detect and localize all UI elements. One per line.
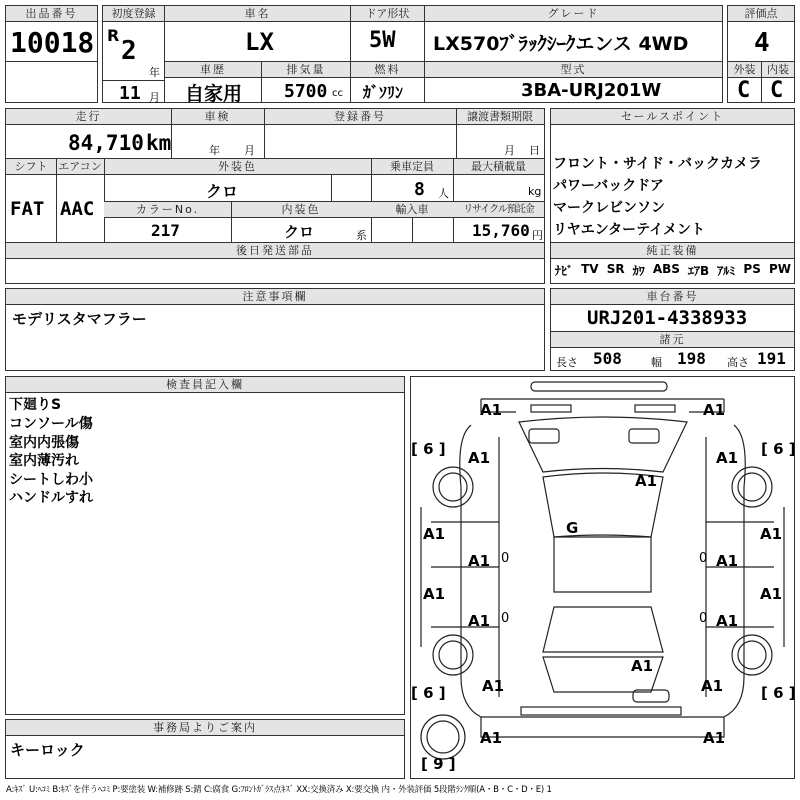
legend-text: A:ｷｽﾞ U:ﾍｺﾐ B:ｷｽﾞを伴うﾍｺﾐ P:要塗装 W:補修跡 S:錆 C:腐食 G:ﾌﾛﾝﾄｶﾞﾗｽ点ｷｽﾞ XX:交換済み X:要交換 内・外装評価 5段階ﾗﾝｸ順(A・B・C・D・E) 1 bbox=[6, 785, 552, 795]
equipment-item: ｴｱB bbox=[688, 264, 710, 278]
sales-point-box bbox=[550, 108, 795, 284]
lot-number-label: 出品番号 bbox=[6, 6, 97, 22]
color-no-label: カラーNo. bbox=[104, 202, 231, 218]
transfer-label: 譲渡書類期限 bbox=[456, 109, 544, 125]
fuel-box bbox=[350, 61, 425, 103]
divider bbox=[231, 202, 232, 242]
inspector-label: 検査員記入欄 bbox=[6, 377, 404, 393]
displacement-value: 5700 bbox=[284, 81, 328, 102]
equipment-item: ｱﾙﾐ bbox=[717, 264, 736, 278]
tire-depth: [ 6 ] bbox=[761, 440, 796, 458]
equipment-list bbox=[555, 262, 791, 279]
tire-depth: [ 6 ] bbox=[761, 684, 796, 702]
equipment-item: SR bbox=[606, 262, 625, 276]
ext-color-value: クロ bbox=[206, 182, 239, 201]
grade-value: LX570ﾌﾞﾗｯｸｼｰｸエンス 4WD bbox=[433, 33, 689, 55]
divider bbox=[456, 109, 457, 158]
lot-number-box bbox=[5, 5, 98, 62]
divider bbox=[103, 80, 164, 81]
chassis-value: URJ201-4338933 bbox=[587, 307, 748, 329]
damage-mark: A1 bbox=[701, 677, 724, 695]
damage-mark: A1 bbox=[468, 552, 491, 570]
vehicle-info-box bbox=[5, 108, 545, 284]
model-type-box bbox=[424, 61, 723, 103]
era-value: R bbox=[107, 26, 120, 45]
model-name-label: 車名 bbox=[165, 6, 350, 22]
width-value: 198 bbox=[677, 349, 706, 368]
transfer-day-unit: 日 bbox=[529, 144, 540, 157]
zero-mark: 0 bbox=[699, 551, 708, 566]
sales-point-item: パワーバックドア bbox=[553, 178, 664, 194]
damage-mark: A1 bbox=[760, 525, 783, 543]
month-unit: 月 bbox=[149, 91, 160, 104]
ext-score-label: 外装 bbox=[728, 62, 761, 78]
score-value: 4 bbox=[754, 28, 770, 58]
reg-number-label: 登録番号 bbox=[264, 109, 456, 125]
tire-depth-value: 6 bbox=[423, 440, 434, 458]
recycle-unit: 円 bbox=[532, 229, 543, 242]
displacement-unit: cc bbox=[332, 88, 343, 99]
notes-label: 注意事項欄 bbox=[6, 289, 544, 305]
tire-depth-value: 9 bbox=[433, 755, 444, 773]
history-box bbox=[164, 61, 262, 103]
chassis-label: 車台番号 bbox=[551, 289, 794, 305]
int-color-value: クロ bbox=[284, 223, 315, 241]
damage-mark: A1 bbox=[716, 449, 739, 467]
sales-point-label: セールスポイント bbox=[551, 109, 794, 125]
length-label: 長さ bbox=[556, 356, 578, 369]
mileage-label: 走行 bbox=[6, 109, 171, 125]
int-color-label: 内装色 bbox=[231, 202, 371, 218]
zero-mark: 0 bbox=[501, 611, 510, 626]
damage-mark: A1 bbox=[716, 552, 739, 570]
inspector-line: コンソール傷 bbox=[9, 416, 93, 432]
damage-mark: A1 bbox=[760, 585, 783, 603]
displacement-label: 排気量 bbox=[262, 62, 350, 78]
damage-mark: A1 bbox=[703, 729, 726, 747]
inspector-line: 下廻りS bbox=[9, 397, 62, 413]
fuel-value: ｶﾞｿﾘﾝ bbox=[363, 83, 404, 102]
zero-mark: 0 bbox=[699, 611, 708, 626]
length-value: 508 bbox=[593, 349, 622, 368]
int-score-label: 内装 bbox=[761, 62, 794, 78]
ext-int-score-box bbox=[727, 61, 795, 103]
first-registration-label: 初度登録 bbox=[103, 6, 164, 22]
car-outline bbox=[411, 377, 794, 778]
office-box bbox=[5, 719, 405, 779]
notes-box bbox=[5, 288, 545, 371]
shift-label: シフト bbox=[6, 159, 56, 175]
damage-mark: A1 bbox=[635, 472, 658, 490]
ext-score-value: C bbox=[737, 78, 751, 103]
tire-depth-value: 6 bbox=[773, 440, 784, 458]
door-label: ドア形状 bbox=[351, 6, 424, 22]
score-label: 評価点 bbox=[728, 6, 794, 22]
inspector-line: ハンドルすれ bbox=[9, 490, 93, 506]
ac-label: エアコン bbox=[56, 159, 104, 175]
recycle-value: 15,760 bbox=[472, 221, 530, 240]
inspector-box bbox=[5, 376, 405, 715]
tire-depth: [ 9 ] bbox=[421, 755, 456, 773]
score-box bbox=[727, 5, 795, 62]
height-value: 191 bbox=[757, 349, 786, 368]
inspector-line: シートしわ小 bbox=[9, 472, 93, 488]
equipment-item: ｶﾜ bbox=[632, 264, 645, 278]
equipment-item: ABS bbox=[652, 262, 680, 276]
damage-mark: A1 bbox=[703, 401, 726, 419]
grade-box bbox=[424, 5, 723, 62]
damage-mark: A1 bbox=[423, 525, 446, 543]
office-label: 事務局よりご案内 bbox=[6, 720, 404, 736]
damage-mark: A1 bbox=[423, 585, 446, 603]
damage-mark: A1 bbox=[480, 729, 503, 747]
model-type-value: 3BA-URJ201W bbox=[521, 80, 662, 101]
sales-point-item: フロント・サイド・バックカメラ bbox=[553, 156, 763, 172]
divider bbox=[56, 159, 57, 242]
inspection-month-unit: 月 bbox=[244, 144, 255, 157]
model-name-value: LX bbox=[245, 28, 274, 56]
damage-mark: A1 bbox=[468, 612, 491, 630]
equipment-label: 純正装備 bbox=[551, 242, 794, 259]
damage-mark: A1 bbox=[482, 677, 505, 695]
inspection-label: 車検 bbox=[171, 109, 264, 125]
int-score-value: C bbox=[770, 78, 784, 103]
capacity-unit: 人 bbox=[438, 187, 449, 200]
year-unit: 年 bbox=[149, 66, 160, 79]
equipment-item: ﾅﾋﾞ bbox=[555, 264, 574, 278]
grade-label: グレード bbox=[425, 6, 722, 22]
shift-value: FAT bbox=[10, 198, 45, 220]
damage-mark: A1 bbox=[468, 449, 491, 467]
divider bbox=[264, 109, 265, 158]
later-parts-label: 後日発送部品 bbox=[6, 243, 544, 259]
equipment-item: PS bbox=[743, 262, 761, 276]
tire-depth-value: 6 bbox=[773, 684, 784, 702]
damage-mark: A1 bbox=[716, 612, 739, 630]
transfer-month-unit: 月 bbox=[504, 144, 515, 157]
car-diagram bbox=[410, 376, 795, 779]
recycle-label: リサイクル預託金 bbox=[453, 202, 544, 218]
color-no-value: 217 bbox=[151, 221, 180, 240]
max-load-label: 最大積載量 bbox=[453, 159, 544, 175]
ac-value: AAC bbox=[60, 198, 95, 220]
history-value: 自家用 bbox=[185, 83, 243, 105]
ext-color-label: 外装色 bbox=[104, 159, 371, 175]
divider bbox=[412, 216, 413, 242]
divider bbox=[331, 174, 332, 201]
office-text: キーロック bbox=[10, 741, 85, 759]
lot-number-value: 10018 bbox=[10, 26, 95, 59]
spec-label: 諸元 bbox=[551, 331, 794, 348]
displacement-box bbox=[261, 61, 351, 103]
month-value: 11 bbox=[119, 83, 141, 104]
history-label: 車歴 bbox=[165, 62, 261, 78]
import-label: 輸入車 bbox=[371, 202, 453, 218]
int-color-unit: 系 bbox=[356, 229, 367, 242]
notes-text: モデリスタマフラー bbox=[12, 310, 147, 328]
mileage-value: 84,710 bbox=[68, 131, 144, 155]
inspector-line: 室内薄汚れ bbox=[9, 453, 79, 469]
fuel-label: 燃料 bbox=[351, 62, 424, 78]
zero-mark: 0 bbox=[501, 551, 510, 566]
model-type-label: 型式 bbox=[425, 62, 722, 78]
width-label: 幅 bbox=[651, 356, 662, 369]
sales-point-item: マークレビンソン bbox=[553, 200, 665, 216]
damage-mark: A1 bbox=[631, 657, 654, 675]
chassis-box bbox=[550, 288, 795, 371]
tire-depth: [ 6 ] bbox=[411, 440, 446, 458]
divider bbox=[761, 62, 762, 102]
year-value: 2 bbox=[121, 36, 137, 66]
mileage-unit: km bbox=[146, 131, 172, 155]
damage-mark: G bbox=[566, 519, 579, 537]
tire-depth-value: 6 bbox=[423, 684, 434, 702]
damage-mark: A1 bbox=[480, 401, 503, 419]
equipment-item: TV bbox=[581, 262, 599, 276]
capacity-value: 8 bbox=[414, 179, 425, 200]
lot-blank-box bbox=[5, 61, 98, 103]
sales-point-item: リヤエンターテイメント bbox=[553, 222, 706, 238]
equipment-item: PW bbox=[768, 262, 791, 276]
door-value: 5W bbox=[369, 28, 396, 53]
first-registration-box bbox=[102, 5, 165, 103]
height-label: 高さ bbox=[727, 356, 749, 369]
door-box bbox=[350, 5, 425, 62]
tire-depth: [ 6 ] bbox=[411, 684, 446, 702]
capacity-label: 乗車定員 bbox=[371, 159, 453, 175]
max-load-unit: kg bbox=[528, 185, 542, 198]
inspector-line: 室内内張傷 bbox=[9, 435, 79, 451]
inspection-year-unit: 年 bbox=[209, 144, 220, 157]
model-name-box bbox=[164, 5, 351, 62]
